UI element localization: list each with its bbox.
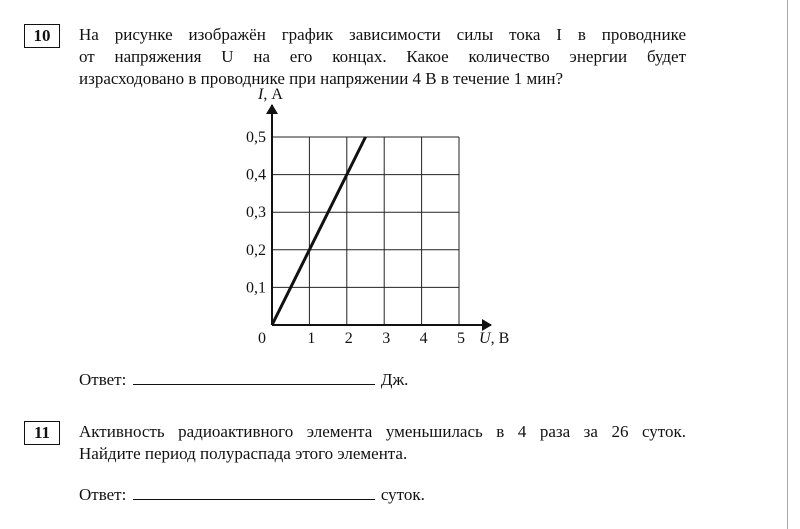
series-line bbox=[272, 137, 366, 325]
x-tick-label: 1 bbox=[307, 330, 316, 347]
question-11-line-2: Найдите период полураспада этого элемента. bbox=[79, 444, 408, 463]
x-tick-label: 3 bbox=[382, 330, 391, 347]
y-tick-label: 0,1 bbox=[246, 279, 266, 297]
question-10-number bbox=[24, 24, 60, 48]
y-tick-label: 0,5 bbox=[246, 129, 266, 146]
answer-label: Ответ: bbox=[79, 485, 127, 504]
question-10-line-3: израсходовано в проводнике при напряжении 4 В в течение 1 мин? bbox=[79, 69, 564, 88]
question-11-answer-line bbox=[79, 485, 425, 505]
y-tick-label: 0,2 bbox=[246, 241, 266, 259]
y-axis-unit: , А bbox=[263, 86, 283, 103]
answer-unit: Дж. bbox=[380, 370, 409, 389]
x-axis-variable: U bbox=[479, 330, 491, 347]
question-10-line-2: от напряжения U на его концах. Какое количество энергии будет bbox=[79, 47, 686, 66]
y-tick-label: 0,3 bbox=[246, 204, 266, 222]
question-10-line-1: На рисунке изображён график зависимости силы тока I в проводнике bbox=[79, 25, 686, 44]
answer-blank-10[interactable] bbox=[133, 370, 375, 385]
x-axis-unit: , В bbox=[490, 330, 510, 347]
x-tick-label: 4 bbox=[419, 330, 428, 347]
x-axis-title bbox=[479, 330, 509, 347]
chart-grid bbox=[272, 137, 459, 325]
question-number-text: 11 bbox=[33, 423, 51, 442]
x-tick-label: 5 bbox=[457, 330, 465, 347]
question-11-number bbox=[24, 421, 60, 445]
answer-unit: суток. bbox=[380, 485, 425, 504]
origin-label: 0 bbox=[258, 330, 266, 347]
answer-blank-11[interactable] bbox=[133, 485, 375, 500]
question-number-text: 10 bbox=[33, 26, 51, 45]
y-axis-variable: I bbox=[258, 86, 264, 103]
question-11-line-1: Активность радиоактивного элемента уменьшилась в 4 раза за 26 суток. bbox=[79, 422, 686, 441]
answer-label: Ответ: bbox=[79, 370, 127, 389]
question-10-answer-line bbox=[79, 370, 408, 390]
y-tick-label: 0,4 bbox=[246, 166, 266, 184]
right-scrollbar-track[interactable] bbox=[787, 0, 800, 529]
x-tick-label: 2 bbox=[344, 330, 353, 347]
